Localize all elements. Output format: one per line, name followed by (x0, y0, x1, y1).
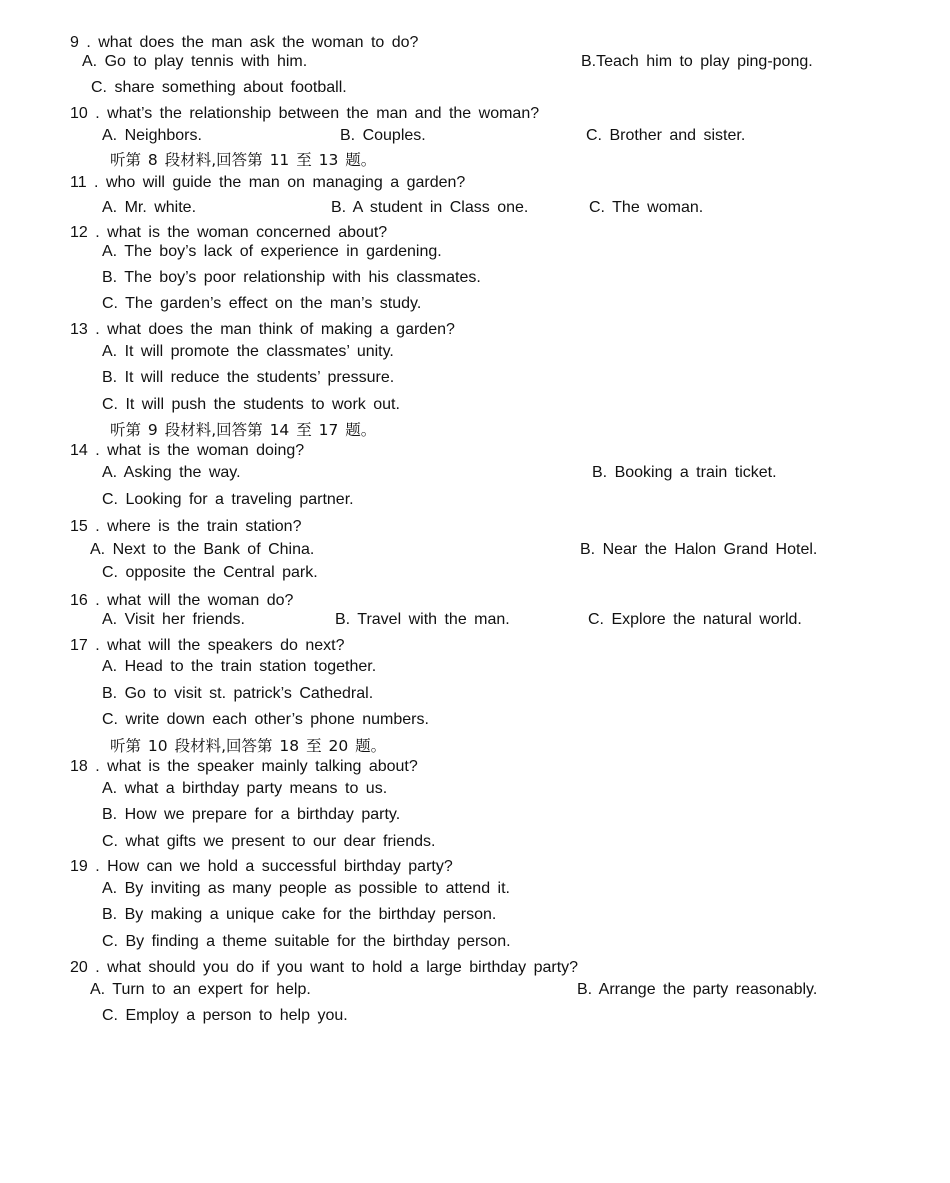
question-9-stem (70, 33, 418, 53)
question-number: 9 (70, 34, 79, 51)
question-text: what is the woman doing? (107, 442, 305, 459)
question-text: who will guide the man on managing a garden? (105, 174, 466, 191)
question-16-option-c: C. Explore the natural world. (588, 611, 802, 628)
question-19-option-b: B. By making a unique cake for the birthday person. (102, 906, 497, 923)
number-separator: . (87, 959, 108, 976)
question-9-option-b: B.Teach him to play ping-pong. (581, 53, 813, 70)
section-header-material-9: 听第 9 段材料,回答第 14 至 17 题。 (110, 421, 377, 439)
number-separator: . (87, 758, 108, 775)
question-17-option-b: B. Go to visit st. patrick’s Cathedral. (102, 685, 374, 702)
question-text: what will the woman do? (107, 592, 294, 609)
question-13-option-a: A. It will promote the classmates’ unity. (102, 343, 394, 360)
question-12-option-b: B. The boy’s poor relationship with his classmates. (102, 269, 481, 286)
question-number: 20 (70, 959, 88, 976)
question-9-option-a: A. Go to play tennis with him. (82, 53, 308, 70)
question-11-option-b: B. A student in Class one. (331, 199, 529, 216)
section-header-material-10: 听第 10 段材料,回答第 18 至 20 题。 (110, 737, 387, 755)
question-15-stem (70, 517, 301, 537)
question-number: 13 (70, 321, 88, 338)
question-13-option-c: C. It will push the students to work out. (102, 396, 400, 413)
question-text: what does the man ask the woman to do? (98, 34, 419, 51)
question-number: 17 (70, 637, 88, 654)
number-separator: . (87, 637, 108, 654)
question-text: what is the speaker mainly talking about? (107, 758, 418, 775)
question-17-option-a: A. Head to the train station together. (102, 658, 377, 675)
question-18-stem (70, 757, 418, 777)
question-20-option-a: A. Turn to an expert for help. (90, 981, 311, 998)
question-18-option-a: A. what a birthday party means to us. (102, 780, 388, 797)
question-20-option-b: B. Arrange the party reasonably. (577, 981, 818, 998)
question-18-option-c: C. what gifts we present to our dear friends. (102, 833, 436, 850)
question-14-option-c: C. Looking for a traveling partner. (102, 491, 354, 508)
section-header-material-8: 听第 8 段材料,回答第 11 至 13 题。 (110, 151, 377, 169)
number-separator: . (87, 442, 108, 459)
question-11-option-c: C. The woman. (589, 199, 704, 216)
number-separator: . (86, 174, 106, 191)
number-separator: . (87, 105, 108, 122)
question-10-option-a: A. Neighbors. (102, 127, 202, 144)
number-separator: . (87, 592, 108, 609)
question-20-option-c: C. Employ a person to help you. (102, 1007, 348, 1024)
question-14-option-a: A. Asking the way. (102, 464, 241, 481)
question-12-option-c: C. The garden’s effect on the man’s study. (102, 295, 422, 312)
question-16-option-a: A. Visit her friends. (102, 611, 245, 628)
number-separator: . (78, 34, 99, 51)
question-13-option-b: B. It will reduce the students’ pressure. (102, 369, 395, 386)
question-13-stem (70, 320, 455, 340)
question-text: what will the speakers do next? (107, 637, 345, 654)
question-19-option-c: C. By finding a theme suitable for the birthday person. (102, 933, 511, 950)
question-text: what should you do if you want to hold a large birthday party? (107, 959, 579, 976)
question-10-stem (70, 104, 539, 124)
question-12-stem (70, 223, 387, 243)
question-number: 10 (70, 105, 88, 122)
question-text: what is the woman concerned about? (107, 224, 388, 241)
question-10-option-b: B. Couples. (340, 127, 426, 144)
question-11-option-a: A. Mr. white. (102, 199, 197, 216)
number-separator: . (87, 321, 108, 338)
question-number: 16 (70, 592, 88, 609)
question-17-stem (70, 636, 344, 656)
question-17-option-c: C. write down each other’s phone numbers. (102, 711, 429, 728)
question-text: where is the train station? (107, 518, 302, 535)
question-10-option-c: C. Brother and sister. (586, 127, 746, 144)
question-15-option-a: A. Next to the Bank of China. (90, 541, 315, 558)
question-11-stem (70, 173, 465, 193)
question-19-stem (70, 857, 453, 877)
question-18-option-b: B. How we prepare for a birthday party. (102, 806, 401, 823)
question-14-stem (70, 441, 304, 461)
question-number: 11 (70, 174, 87, 191)
question-text: what does the man think of making a garden? (107, 321, 455, 338)
question-number: 12 (70, 224, 88, 241)
number-separator: . (87, 518, 108, 535)
question-15-option-b: B. Near the Halon Grand Hotel. (580, 541, 818, 558)
question-14-option-b: B. Booking a train ticket. (592, 464, 777, 481)
number-separator: . (87, 224, 108, 241)
question-19-option-a: A. By inviting as many people as possible to attend it. (102, 880, 510, 897)
question-20-stem (70, 958, 578, 978)
question-number: 14 (70, 442, 88, 459)
question-number: 15 (70, 518, 88, 535)
question-16-stem (70, 591, 293, 611)
question-15-option-c: C. opposite the Central park. (102, 564, 318, 581)
number-separator: . (87, 858, 108, 875)
question-9-option-c: C. share something about football. (91, 79, 347, 96)
question-number: 19 (70, 858, 88, 875)
question-number: 18 (70, 758, 88, 775)
question-text: what’s the relationship between the man and the woman? (107, 105, 540, 122)
question-16-option-b: B. Travel with the man. (335, 611, 510, 628)
question-text: How can we hold a successful birthday party? (107, 858, 453, 875)
question-12-option-a: A. The boy’s lack of experience in gardening. (102, 243, 442, 260)
